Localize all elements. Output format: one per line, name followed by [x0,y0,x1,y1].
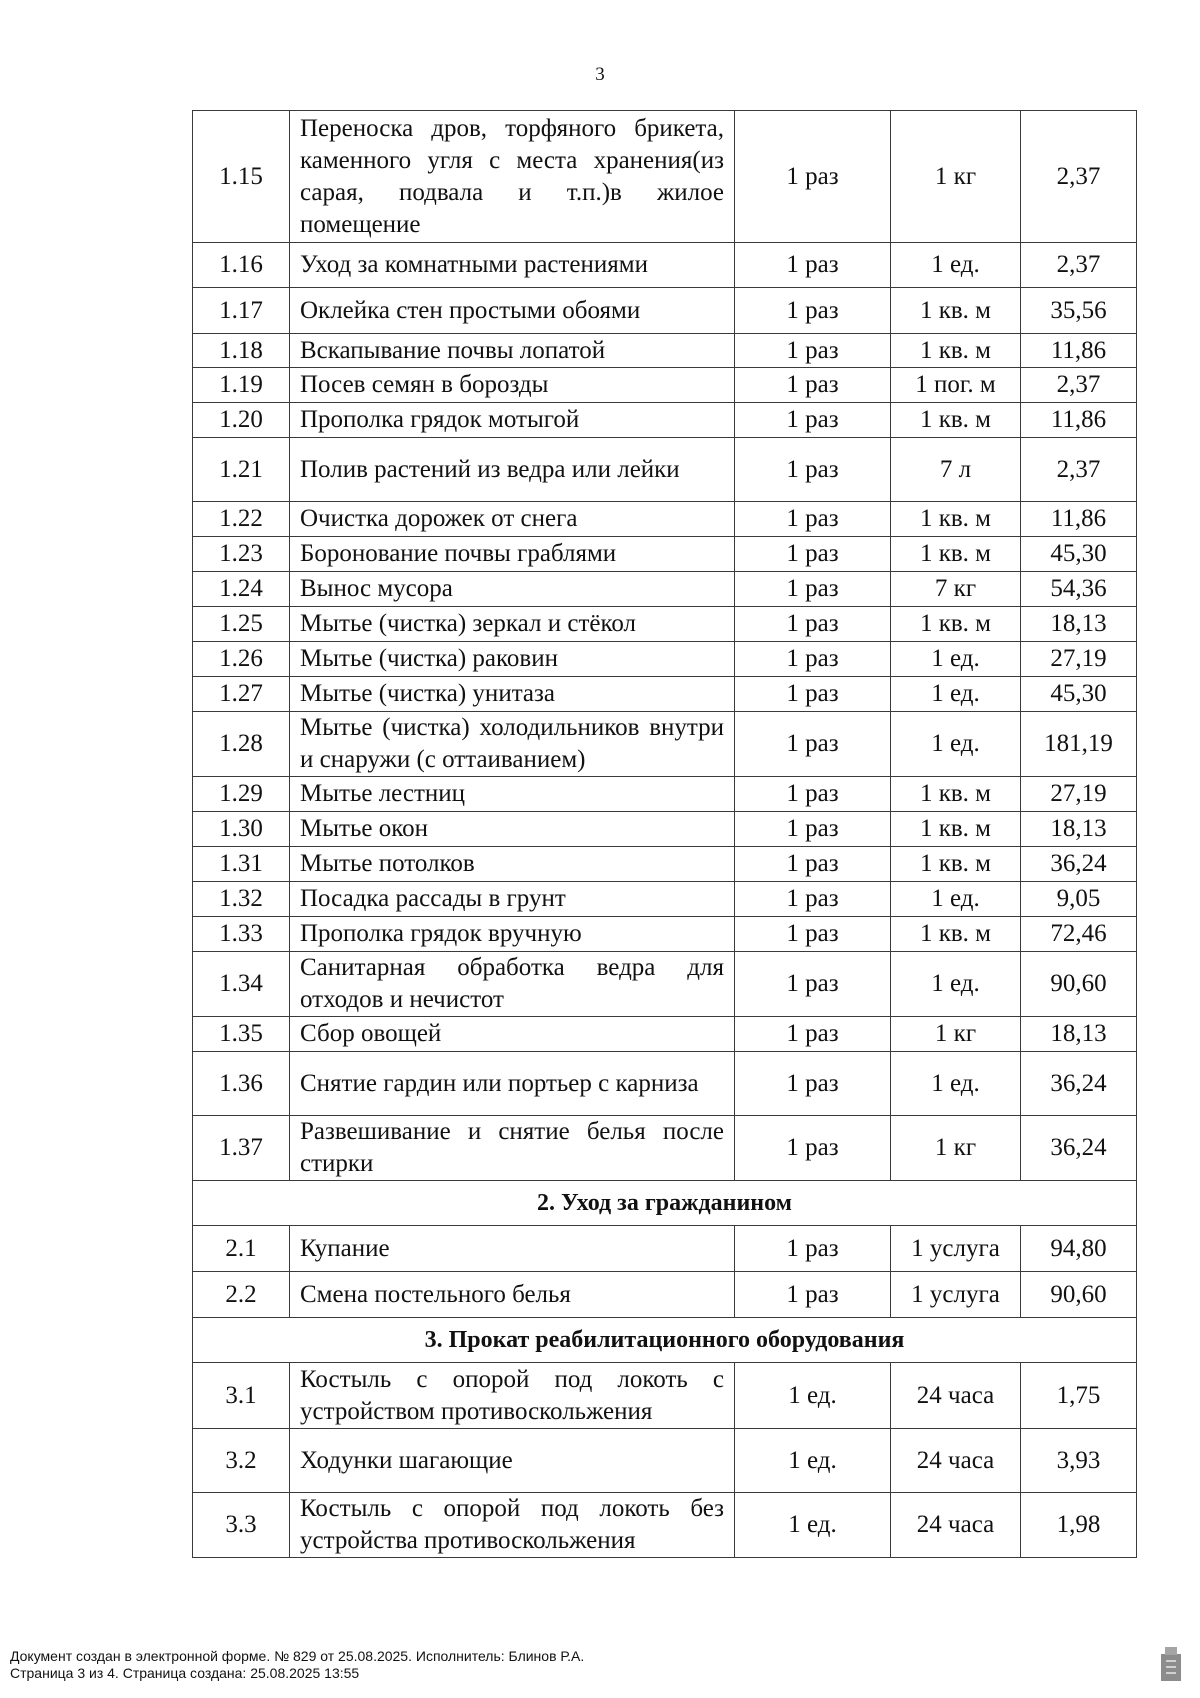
price: 2,37 [1021,438,1137,502]
price: 36,24 [1021,847,1137,882]
row-number: 1.24 [193,572,290,607]
row-number: 1.20 [193,403,290,438]
row-number: 1.17 [193,288,290,334]
frequency: 1 раз [735,403,891,438]
unit: 1 ед. [891,642,1021,677]
unit: 1 ед. [891,1052,1021,1116]
service-name: Смена постельного белья [290,1272,735,1318]
service-name: Полив растений из ведра или лейки [290,438,735,502]
row-number: 3.1 [193,1363,290,1429]
section-2-title: 2. Уход за гражданином [193,1181,1137,1226]
price: 45,30 [1021,677,1137,712]
frequency: 1 раз [735,882,891,917]
price: 90,60 [1021,1272,1137,1318]
price: 45,30 [1021,537,1137,572]
unit: 1 кг [891,111,1021,243]
frequency: 1 раз [735,1052,891,1116]
frequency: 1 ед. [735,1493,891,1558]
unit: 24 часа [891,1363,1021,1429]
service-name: Развешивание и снятие белья после стирки [290,1116,735,1181]
table-row [193,677,1137,712]
row-number: 2.1 [193,1226,290,1272]
service-name: Сбор овощей [290,1017,735,1052]
row-number: 1.36 [193,1052,290,1116]
frequency: 1 раз [735,917,891,952]
price-table [192,110,1137,1558]
frequency: 1 раз [735,111,891,243]
unit: 7 кг [891,572,1021,607]
table-row [193,1052,1137,1116]
table-row [193,243,1137,288]
price: 54,36 [1021,572,1137,607]
price: 3,93 [1021,1429,1137,1493]
table-row [193,607,1137,642]
row-number: 1.19 [193,368,290,403]
table-row [193,334,1137,368]
service-name: Прополка грядок вручную [290,917,735,952]
frequency: 1 раз [735,677,891,712]
unit: 1 кв. м [891,288,1021,334]
section-3-title: 3. Прокат реабилитационного оборудования [193,1318,1137,1363]
row-number: 3.3 [193,1493,290,1558]
service-name: Костыль с опорой под локоть без устройства противоскольжения [290,1493,735,1558]
table-row [193,847,1137,882]
service-name: Мытье (чистка) холодильников внутри и снаружи (с оттаиванием) [290,712,735,777]
service-name: Снятие гардин или портьер с карниза [290,1052,735,1116]
service-name: Переноска дров, торфяного брикета, каменного угля с места хранения(из сарая, подвала и т.п.)в жилое помещение [290,111,735,243]
price: 18,13 [1021,607,1137,642]
table-row [193,502,1137,537]
price: 18,13 [1021,812,1137,847]
table-row [193,777,1137,812]
frequency: 1 раз [735,952,891,1017]
service-name: Посадка рассады в грунт [290,882,735,917]
service-name: Мытье (чистка) зеркал и стёкол [290,607,735,642]
table-row [193,111,1137,243]
footer-line-2: Страница 3 из 4. Страница создана: 25.08.2025 13:55 [10,1665,360,1681]
row-number: 1.27 [193,677,290,712]
frequency: 1 раз [735,572,891,607]
row-number: 3.2 [193,1429,290,1493]
unit: 24 часа [891,1429,1021,1493]
row-number: 1.34 [193,952,290,1017]
unit: 1 кв. м [891,502,1021,537]
row-number: 2.2 [193,1272,290,1318]
price: 72,46 [1021,917,1137,952]
service-name: Мытье (чистка) раковин [290,642,735,677]
table-row [193,882,1137,917]
price: 35,56 [1021,288,1137,334]
row-number: 1.16 [193,243,290,288]
unit: 1 кв. м [891,847,1021,882]
frequency: 1 раз [735,243,891,288]
price: 11,86 [1021,334,1137,368]
service-name: Ходунки шагающие [290,1429,735,1493]
row-number: 1.35 [193,1017,290,1052]
table-section-2 [193,1226,1137,1318]
table-row [193,952,1137,1017]
unit: 7 л [891,438,1021,502]
frequency: 1 раз [735,1116,891,1181]
unit: 1 кв. м [891,334,1021,368]
row-number: 1.28 [193,712,290,777]
row-number: 1.37 [193,1116,290,1181]
service-name: Очистка дорожек от снега [290,502,735,537]
row-number: 1.30 [193,812,290,847]
unit: 1 ед. [891,952,1021,1017]
unit: 1 кв. м [891,403,1021,438]
table-row [193,368,1137,403]
unit: 1 услуга [891,1272,1021,1318]
frequency: 1 раз [735,607,891,642]
price: 36,24 [1021,1116,1137,1181]
service-name: Мытье потолков [290,847,735,882]
table-row [193,642,1137,677]
frequency: 1 раз [735,1226,891,1272]
price: 27,19 [1021,642,1137,677]
row-number: 1.31 [193,847,290,882]
table-row [193,712,1137,777]
table-row [193,1363,1137,1429]
row-number: 1.21 [193,438,290,502]
frequency: 1 раз [735,438,891,502]
unit: 1 ед. [891,712,1021,777]
footer-line-1: Документ создан в электронной форме. № 829 от 25.08.2025. Исполнитель: Блинов Р.А. [10,1648,585,1664]
row-number: 1.33 [193,917,290,952]
price: 18,13 [1021,1017,1137,1052]
table-row [193,1116,1137,1181]
unit: 1 кв. м [891,777,1021,812]
unit: 1 кв. м [891,537,1021,572]
frequency: 1 раз [735,812,891,847]
price: 36,24 [1021,1052,1137,1116]
table-row [193,1017,1137,1052]
row-number: 1.23 [193,537,290,572]
row-number: 1.15 [193,111,290,243]
frequency: 1 раз [735,777,891,812]
price: 1,98 [1021,1493,1137,1558]
frequency: 1 раз [735,1272,891,1318]
unit: 1 услуга [891,1226,1021,1272]
price: 2,37 [1021,368,1137,403]
frequency: 1 раз [735,537,891,572]
table-row [193,1429,1137,1493]
section-header-row [193,1181,1137,1226]
service-name: Санитарная обработка ведра для отходов и нечистот [290,952,735,1017]
price: 90,60 [1021,952,1137,1017]
service-name: Купание [290,1226,735,1272]
frequency: 1 ед. [735,1429,891,1493]
service-name: Уход за комнатными растениями [290,243,735,288]
price: 11,86 [1021,502,1137,537]
price: 27,19 [1021,777,1137,812]
price: 2,37 [1021,111,1137,243]
table-row [193,438,1137,502]
service-name: Оклейка стен простыми обоями [290,288,735,334]
frequency: 1 раз [735,288,891,334]
service-name: Вскапывание почвы лопатой [290,334,735,368]
unit: 1 ед. [891,882,1021,917]
price: 1,75 [1021,1363,1137,1429]
frequency: 1 раз [735,502,891,537]
table-row [193,1272,1137,1318]
unit: 1 ед. [891,243,1021,288]
frequency: 1 ед. [735,1363,891,1429]
price: 2,37 [1021,243,1137,288]
table-row [193,537,1137,572]
table-section-1 [193,111,1137,1181]
row-number: 1.26 [193,642,290,677]
service-name: Мытье (чистка) унитаза [290,677,735,712]
price: 94,80 [1021,1226,1137,1272]
service-name: Посев семян в борозды [290,368,735,403]
service-name: Вынос мусора [290,572,735,607]
frequency: 1 раз [735,642,891,677]
service-name: Мытье лестниц [290,777,735,812]
frequency: 1 раз [735,712,891,777]
price: 9,05 [1021,882,1137,917]
unit: 1 ед. [891,677,1021,712]
table-row [193,572,1137,607]
unit: 1 кг [891,1116,1021,1181]
unit: 24 часа [891,1493,1021,1558]
unit: 1 кв. м [891,812,1021,847]
price: 11,86 [1021,403,1137,438]
document-stamp-icon [1160,1646,1182,1682]
frequency: 1 раз [735,847,891,882]
table-section-3 [193,1363,1137,1558]
service-name: Мытье окон [290,812,735,847]
row-number: 1.32 [193,882,290,917]
frequency: 1 раз [735,334,891,368]
unit: 1 пог. м [891,368,1021,403]
document-footer [10,1648,584,1682]
table-section-3-header [193,1318,1137,1363]
table-row [193,1493,1137,1558]
table-row [193,917,1137,952]
table-section-2-header [193,1181,1137,1226]
frequency: 1 раз [735,1017,891,1052]
price: 181,19 [1021,712,1137,777]
table-row [193,1226,1137,1272]
table-row [193,403,1137,438]
service-name: Костыль с опорой под локоть с устройством противоскольжения [290,1363,735,1429]
table-row [193,812,1137,847]
section-header-row [193,1318,1137,1363]
page-number: 3 [595,64,605,85]
table-row [193,288,1137,334]
row-number: 1.29 [193,777,290,812]
row-number: 1.18 [193,334,290,368]
service-name: Прополка грядок мотыгой [290,403,735,438]
unit: 1 кг [891,1017,1021,1052]
unit: 1 кв. м [891,607,1021,642]
service-name: Боронование почвы граблями [290,537,735,572]
row-number: 1.25 [193,607,290,642]
frequency: 1 раз [735,368,891,403]
unit: 1 кв. м [891,917,1021,952]
row-number: 1.22 [193,502,290,537]
